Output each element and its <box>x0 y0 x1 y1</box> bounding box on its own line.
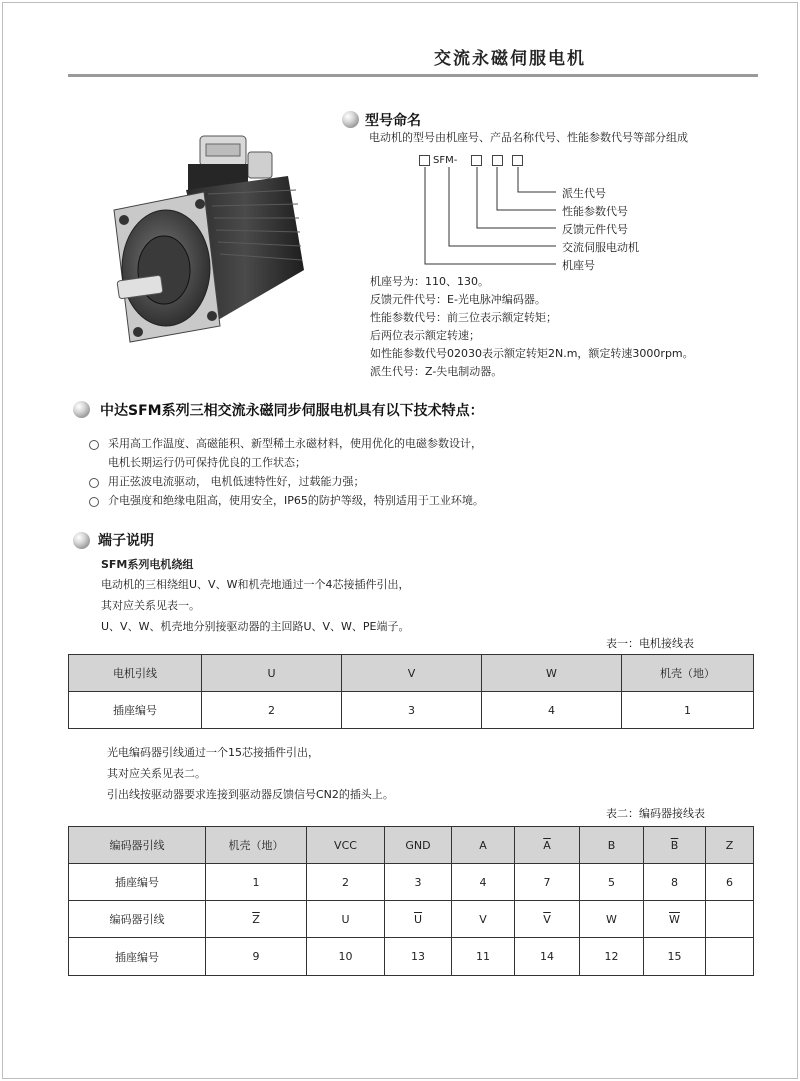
table2-cell: 3 <box>385 864 452 901</box>
table2-header-cell: VCC <box>307 827 385 864</box>
table2-cell: 5 <box>580 864 644 901</box>
note-feedback: 反馈元件代号：E-光电脉冲编码器。 <box>370 293 546 306</box>
code-prefix: SFM- <box>433 155 458 166</box>
note-example: 如性能参数代号02030表示额定转矩2N.m，额定转速3000rpm。 <box>370 347 694 360</box>
note-speed: 后两位表示额定转速； <box>370 329 480 342</box>
legend-feedback-code: 反馈元件代号 <box>562 223 628 236</box>
table2-cell: 15 <box>644 938 706 976</box>
table1-caption: 表一：电机接线表 <box>606 637 694 650</box>
table2-cell <box>706 901 754 938</box>
table2-cell: 1 <box>206 864 307 901</box>
table2-cell <box>706 938 754 976</box>
table1-cell: 1 <box>622 692 754 729</box>
table2-header-cell: 编码器引线 <box>69 827 206 864</box>
table2-header-cell: $\overline{B}$ <box>644 827 706 864</box>
table1-cell: 插座编号 <box>69 692 202 729</box>
table2-cell: 插座编号 <box>69 938 206 976</box>
note-frame-size: 机座号为：110、130。 <box>370 275 489 288</box>
table1-cell: 2 <box>202 692 342 729</box>
table2-cell: 11 <box>452 938 515 976</box>
legend-performance-code: 性能参数代号 <box>562 205 628 218</box>
section-bullet-icon <box>342 111 359 128</box>
feature-3: 介电强度和绝缘电阻高，使用安全，IP65的防护等级，特别适用于工业环境。 <box>108 494 484 507</box>
table2-cell: $\overline{V}$ <box>515 901 580 938</box>
table1-header-cell: W <box>482 655 622 692</box>
table2-cell: 12 <box>580 938 644 976</box>
list-bullet-icon <box>89 440 99 450</box>
terminals-heading: 端子说明 <box>98 533 154 549</box>
table1-header-cell: U <box>202 655 342 692</box>
section-bullet-icon <box>73 532 90 549</box>
model-naming-intro: 电动机的型号由机座号、产品名称代号、性能参数代号等部分组成 <box>369 131 688 144</box>
table2-header-cell: B <box>580 827 644 864</box>
table1-header-cell: V <box>342 655 482 692</box>
model-naming-heading: 型号命名 <box>365 113 421 129</box>
table2-header-cell: GND <box>385 827 452 864</box>
legend-frame-size: 机座号 <box>562 259 595 272</box>
table2-cell: U <box>307 901 385 938</box>
servo-motor-picture <box>108 130 308 348</box>
table1-cell: 4 <box>482 692 622 729</box>
table1-header-cell: 电机引线 <box>69 655 202 692</box>
table2-cell: $\overline{U}$ <box>385 901 452 938</box>
table2-cell: 4 <box>452 864 515 901</box>
table2-cell: 8 <box>644 864 706 901</box>
list-bullet-icon <box>89 497 99 507</box>
list-bullet-icon <box>89 478 99 488</box>
frame-size-box <box>419 155 430 166</box>
table1-header-cell: 机壳（地） <box>622 655 754 692</box>
table2-cell: 14 <box>515 938 580 976</box>
feature-1-line1: 采用高工作温度、高磁能积、新型稀土永磁材料，使用优化的电磁参数设计， <box>108 437 482 450</box>
title-rule <box>68 74 758 77</box>
windings-para-line1: 电动机的三相绕组U、V、W和机壳地通过一个4芯接插件引出， <box>101 578 410 591</box>
table1-cell: 3 <box>342 692 482 729</box>
table2-cell: 9 <box>206 938 307 976</box>
encoder-para-line2: 其对应关系见表二。 <box>107 767 206 780</box>
table2-cell: 7 <box>515 864 580 901</box>
table2-cell: $\overline{W}$ <box>644 901 706 938</box>
feedback-box <box>471 155 482 166</box>
windings-para-line2: 其对应关系见表一。 <box>101 599 200 612</box>
table2-cell: W <box>580 901 644 938</box>
features-heading: 中达SFM系列三相交流永磁同步伺服电机具有以下技术特点： <box>100 403 484 419</box>
windings-subheading: SFM系列电机绕组 <box>101 558 194 571</box>
encoder-para-line3: 引出线按驱动器要求连接到驱动器反馈信号CN2的插头上。 <box>107 788 394 801</box>
legend-derivative-code: 派生代号 <box>562 187 606 200</box>
section-bullet-icon <box>73 401 90 418</box>
derivative-box <box>512 155 523 166</box>
table2-header-cell: 机壳（地） <box>206 827 307 864</box>
note-derivative: 派生代号：Z-失电制动器。 <box>370 365 503 378</box>
table2-header-cell: $\overline{A}$ <box>515 827 580 864</box>
page-title: 交流永磁伺服电机 <box>434 49 586 69</box>
table2-cell: $\overline{Z}$ <box>206 901 307 938</box>
table2-cell: 2 <box>307 864 385 901</box>
note-performance: 性能参数代号：前三位表示额定转矩； <box>370 311 557 324</box>
table2-cell: 13 <box>385 938 452 976</box>
legend-ac-servo-motor: 交流伺服电动机 <box>562 241 639 254</box>
table2-cell: 10 <box>307 938 385 976</box>
windings-para-line3: U、V、W、机壳地分别接驱动器的主回路U、V、W、PE端子。 <box>101 620 410 633</box>
table2-header-cell: Z <box>706 827 754 864</box>
table2-cell: 6 <box>706 864 754 901</box>
performance-box <box>492 155 503 166</box>
table2-header-cell: A <box>452 827 515 864</box>
table2-cell: V <box>452 901 515 938</box>
table2-cell: 编码器引线 <box>69 901 206 938</box>
feature-2: 用正弦波电流驱动， 电机低速特性好，过载能力强； <box>108 475 365 488</box>
encoder-para-line1: 光电编码器引线通过一个15芯接插件引出， <box>107 746 319 759</box>
encoder-wiring-table <box>68 826 754 976</box>
feature-1-line2: 电机长期运行仍可保持优良的工作状态； <box>108 456 306 469</box>
table2-cell: 插座编号 <box>69 864 206 901</box>
motor-wiring-table <box>68 654 754 729</box>
table2-caption: 表二：编码器接线表 <box>606 807 705 820</box>
